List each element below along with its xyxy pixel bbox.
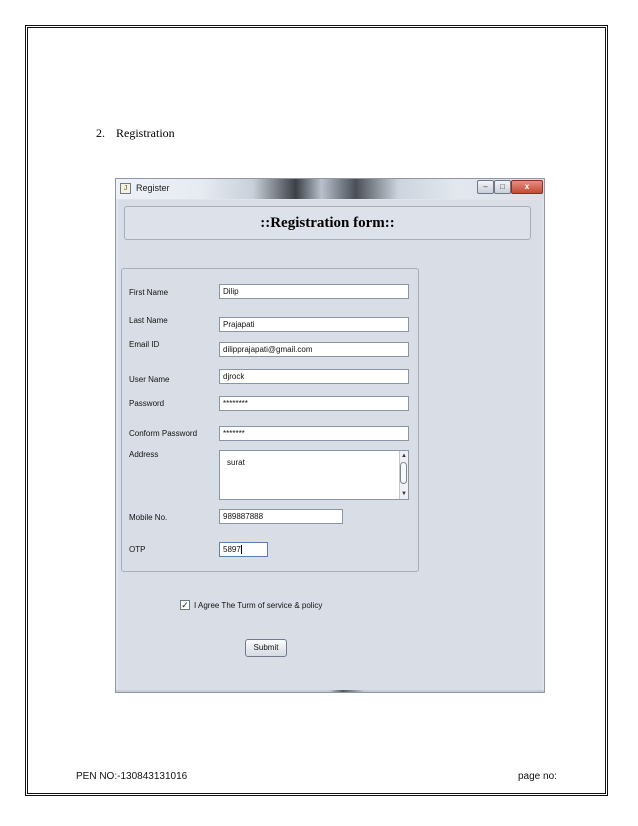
- window-content: [118, 200, 542, 690]
- first-name-label: First Name: [129, 288, 169, 297]
- checkmark-icon: ✓: [181, 600, 189, 610]
- agree-label: I Agree The Turm of service & policy: [194, 601, 323, 610]
- agree-checkbox[interactable]: [180, 600, 190, 610]
- address-label: Address: [129, 450, 159, 459]
- email-field[interactable]: dilipprajapati@gmail.com: [219, 342, 409, 357]
- password-label: Password: [129, 399, 165, 408]
- fields-panel: [121, 268, 419, 572]
- app-icon: J: [120, 183, 131, 194]
- mobile-label: Mobile No.: [129, 513, 168, 522]
- section-heading: [96, 126, 175, 141]
- first-name-field[interactable]: Dilip: [219, 284, 409, 299]
- otp-label: OTP: [129, 545, 146, 554]
- confirm-password-label: Conform Password: [129, 429, 198, 438]
- scroll-down-arrow-icon[interactable]: ▼: [401, 491, 407, 497]
- window-title: Register: [136, 183, 170, 193]
- footer-pen-number: PEN NO:-130843131016: [76, 771, 188, 782]
- section-title: Registration: [116, 126, 175, 140]
- address-value: surat: [227, 458, 245, 467]
- otp-value: 5897: [223, 545, 241, 554]
- confirm-password-field[interactable]: *******: [219, 426, 409, 441]
- maximize-button[interactable]: □: [494, 180, 511, 194]
- submit-button[interactable]: Submit: [245, 639, 287, 657]
- email-label: Email ID: [129, 340, 160, 349]
- password-field[interactable]: ********: [219, 396, 409, 411]
- last-name-field[interactable]: Prajapati: [219, 317, 409, 332]
- user-name-field[interactable]: djrock: [219, 369, 409, 384]
- last-name-label: Last Name: [129, 316, 168, 325]
- footer-page-number: page no:: [518, 771, 557, 782]
- window-titlebar[interactable]: [116, 179, 544, 199]
- form-header-panel: [124, 206, 531, 240]
- window-bottom-edge: [116, 690, 544, 692]
- scroll-up-arrow-icon[interactable]: ▲: [401, 453, 407, 459]
- close-button[interactable]: x: [511, 180, 543, 194]
- register-window: [115, 178, 545, 693]
- form-title: ::Registration form::: [260, 215, 395, 231]
- mobile-field[interactable]: 989887888: [219, 509, 343, 524]
- user-name-label: User Name: [129, 375, 170, 384]
- minimize-button[interactable]: –: [477, 180, 494, 194]
- section-number: 2.: [96, 126, 105, 140]
